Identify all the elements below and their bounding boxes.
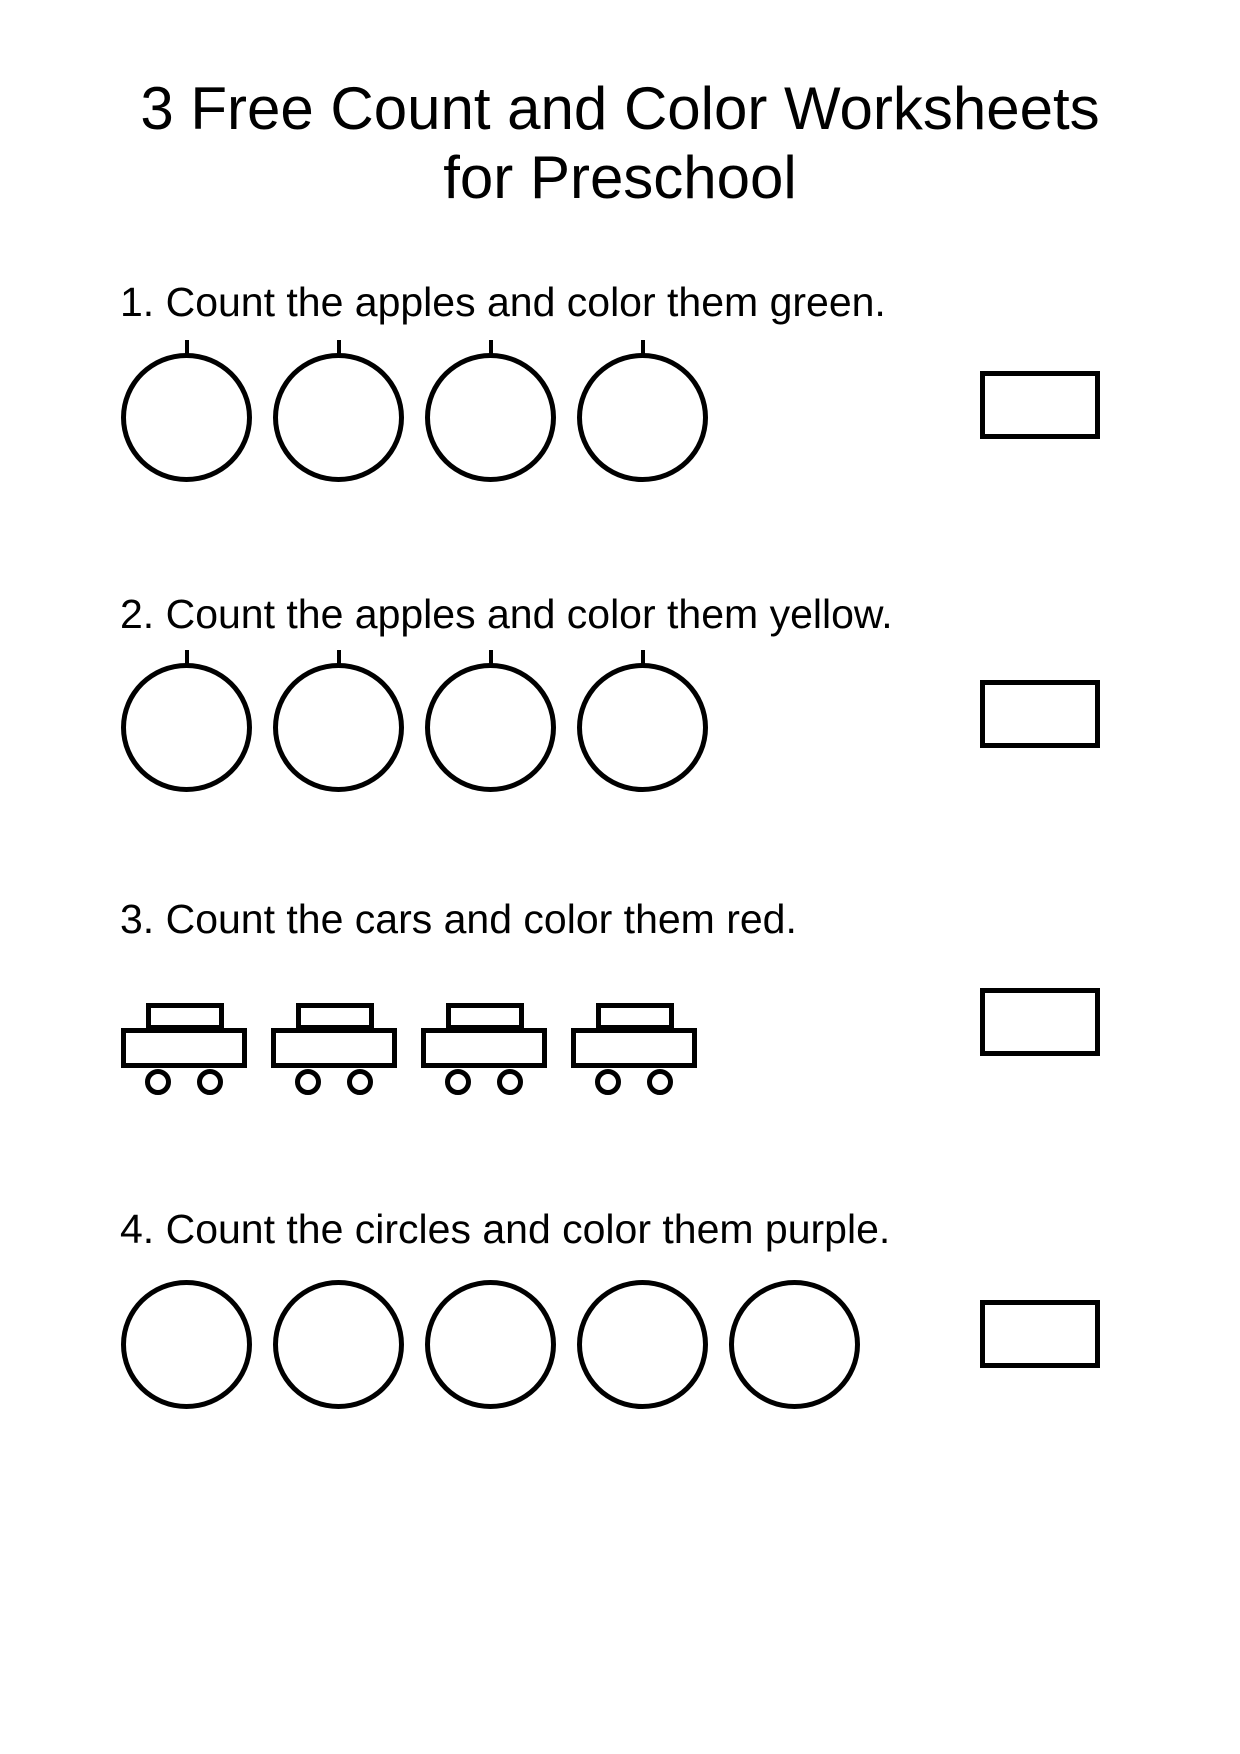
apple-shape xyxy=(425,650,556,792)
apple-shape xyxy=(121,340,252,482)
car-cabin xyxy=(146,1003,224,1030)
section-3-answer-box[interactable] xyxy=(980,988,1100,1056)
car-cabin xyxy=(596,1003,674,1030)
car-body xyxy=(271,1028,397,1068)
car-front-wheel xyxy=(145,1069,171,1095)
section-4-heading: 4. Count the circles and color them purple. xyxy=(120,1206,891,1252)
apple-shape xyxy=(577,650,708,792)
car-cabin xyxy=(446,1003,524,1030)
circle-shape xyxy=(729,1280,860,1409)
car-body xyxy=(121,1028,247,1068)
car-front-wheel xyxy=(445,1069,471,1095)
car-shape xyxy=(421,1003,547,1095)
car-rear-wheel xyxy=(197,1069,223,1095)
page-title-line2: for Preschool xyxy=(443,144,797,211)
apple-fruit xyxy=(425,353,556,482)
car-rear-wheel xyxy=(497,1069,523,1095)
section-2-answer-box[interactable] xyxy=(980,680,1100,748)
section-4-shape-row xyxy=(121,1280,860,1409)
circle-shape xyxy=(577,1280,708,1409)
apple-fruit xyxy=(121,353,252,482)
section-3-shape-row xyxy=(121,1003,697,1095)
car-body xyxy=(421,1028,547,1068)
apple-shape xyxy=(273,650,404,792)
circle-shape xyxy=(121,1280,252,1409)
circle-shape xyxy=(425,1280,556,1409)
apple-shape xyxy=(273,340,404,482)
section-1-heading: 1. Count the apples and color them green. xyxy=(120,279,886,325)
apple-fruit xyxy=(577,663,708,792)
car-cabin xyxy=(296,1003,374,1030)
apple-fruit xyxy=(121,663,252,792)
section-2-shape-row xyxy=(121,650,708,792)
section-2-heading: 2. Count the apples and color them yellow. xyxy=(120,591,893,637)
page-title-line1: 3 Free Count and Color Worksheets xyxy=(140,75,1100,142)
apple-fruit xyxy=(273,663,404,792)
apple-shape xyxy=(121,650,252,792)
section-1-answer-box[interactable] xyxy=(980,371,1100,439)
car-front-wheel xyxy=(595,1069,621,1095)
apple-fruit xyxy=(577,353,708,482)
apple-fruit xyxy=(425,663,556,792)
section-4-answer-box[interactable] xyxy=(980,1300,1100,1368)
apple-shape xyxy=(577,340,708,482)
car-body xyxy=(571,1028,697,1068)
car-shape xyxy=(121,1003,247,1095)
page-title xyxy=(0,74,1240,212)
section-3-heading: 3. Count the cars and color them red. xyxy=(120,896,797,942)
car-rear-wheel xyxy=(347,1069,373,1095)
section-1-shape-row xyxy=(121,340,708,482)
circle-shape xyxy=(273,1280,404,1409)
apple-shape xyxy=(425,340,556,482)
car-shape xyxy=(271,1003,397,1095)
apple-fruit xyxy=(273,353,404,482)
car-front-wheel xyxy=(295,1069,321,1095)
car-shape xyxy=(571,1003,697,1095)
car-rear-wheel xyxy=(647,1069,673,1095)
